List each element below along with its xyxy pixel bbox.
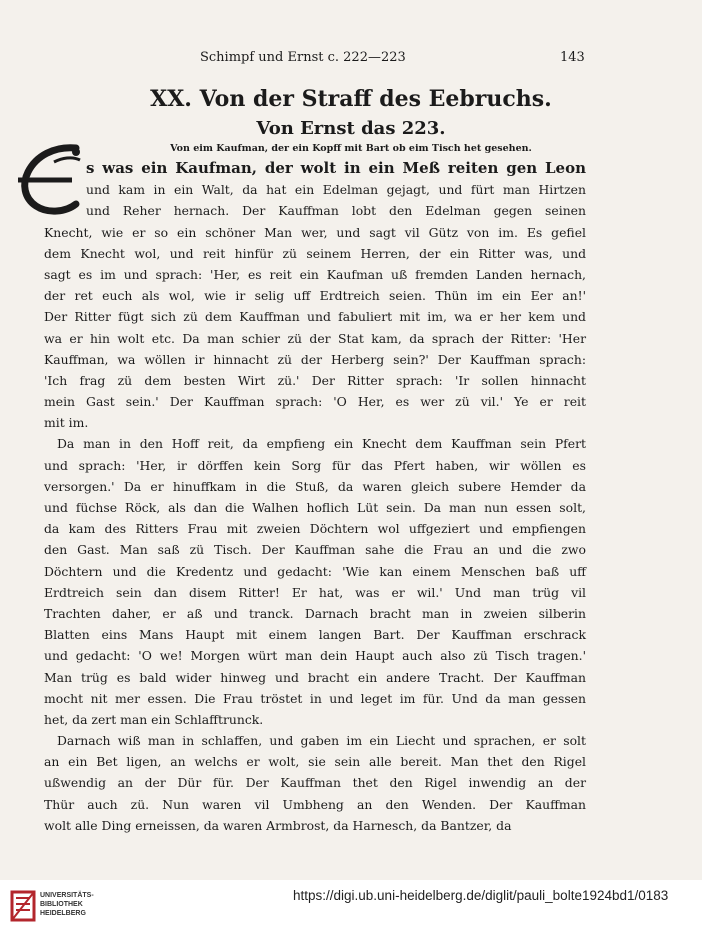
text-line: den Gast. Man saß zü Tisch. Der Kauffman sahe die Frau an und die zwo	[44, 542, 586, 558]
footer-bar	[0, 880, 702, 932]
text-line: wolt alle Ding erneissen, da waren Armbrost, da Harnesch, da Bantzer, da	[44, 817, 512, 833]
text-line: mit im.	[44, 415, 89, 431]
text-line: het, da zert man ein Schlafftrunck.	[44, 711, 264, 727]
chapter-subtitle: Von Ernst das 223.	[256, 118, 446, 139]
text-line: Darnach wiß man in schlaffen, und gaben im ein Liecht und sprachen, er solt	[57, 733, 586, 749]
text-line: Erdtreich sein dan disem Ritter! Er hat, was er wil.' Und man trüg vil	[44, 584, 586, 600]
text-line: Knecht, wie er so ein schöner Man wer, und sagt vil Gütz von im. Es gefiel	[44, 224, 586, 240]
text-line: wa er hin wolt etc. Da man schier zü der Stat kam, da sprach der Ritter: 'Her	[44, 330, 586, 346]
source-url-link[interactable]: https://digi.ub.uni-heidelberg.de/diglit/pauli_bolte1924bd1/0183	[293, 888, 669, 903]
body-text	[44, 158, 586, 836]
text-line: mein Gast sein.' Der Kauffman sprach: 'O Her, es wer zü vil.' Ye er reit	[44, 394, 586, 410]
text-line: ußwendig an der Dür für. Der Kauffman thet den Rigel inwendig an der	[44, 775, 586, 791]
text-line: an ein Bet ligen, an welchs er wolt, sie sein alle bereit. Man thet den Rigel	[44, 754, 586, 770]
text-line: und gedacht: 'O we! Morgen würt man dein Haupt auch also zü Tisch tragen.'	[44, 648, 586, 664]
text-line: der ret euch als wol, wie ir selig uff Erdtreich seien. Thün im ein Eer an!'	[44, 288, 586, 304]
text-line: Da man in den Hoff reit, da empfieng ein Knecht dem Kauffman sein Pfert	[57, 436, 586, 452]
text-line: und kam in ein Walt, da hat ein Edelman gejagt, und fürt man Hirtzen	[86, 182, 586, 198]
text-line: 'Ich frag zü dem besten Wirt zü.' Der Ritter sprach: 'Ir sollen hinnacht	[44, 372, 586, 388]
text-line: da kam des Ritters Frau mit zweien Döchtern wol uffgeziert und empfiengen	[44, 521, 586, 537]
text-line: Blatten eins Mans Haupt mit einem langen Bart. Der Kauffman erschrack	[44, 627, 586, 643]
text-line: Man trüg es bald wider hinweg und bracht ein andere Tracht. Der Kauffman	[44, 669, 586, 685]
text-line: und sprach: 'Her, ir dörffen kein Sorg für das Pfert haben, wir wöllen es	[44, 457, 586, 473]
text-line: Trachten daher, er aß und tranck. Darnach bracht man in zweien silberin	[44, 605, 586, 621]
text-line: Döchtern und die Kredentz und gedacht: 'Wie kan einem Menschen baß uff	[44, 563, 586, 579]
text-line: Thür auch zü. Nun waren vil Umbheng an den Wenden. Der Kauffman	[44, 796, 586, 812]
text-line: und Reher hernach. Der Kauffman lobt den Edelman gegen seinen	[86, 203, 586, 219]
text-line: Der Ritter fügt sich zü dem Kauffman und fabuliert mit im, wa er her kem und	[44, 309, 586, 325]
text-line: mocht nit mer essen. Die Frau tröstet in und leget im für. Und da man gessen	[44, 690, 586, 706]
chapter-summary: Von eim Kaufman, der ein Kopff mit Bart ob eim Tisch het gesehen.	[170, 143, 532, 154]
page-number: 143	[560, 50, 585, 65]
text-line: sagt es im und sprach: 'Her, es reit ein Kaufman uß fremden Landen hernach,	[44, 266, 586, 282]
text-line: s was ein Kaufman, der wolt in ein Meß reiten gen Leon	[86, 159, 586, 177]
running-head-title: Schimpf und Ernst c. 222—223	[200, 50, 406, 65]
text-line: dem Knecht wol, und reit hinfür zü seinem Herren, der ein Ritter was, und	[44, 245, 586, 261]
library-name	[40, 891, 94, 918]
chapter-title: XX. Von der Straff des Eebruchs.	[150, 86, 552, 112]
text-line: und füchse Röck, als dan die Walhen hoflich Lüt sein. Da man nun essen solt,	[44, 500, 586, 515]
text-line: Kauffman, wa wöllen ir hinnacht zü der Herberg sein?' Der Kauffman sprach:	[44, 351, 586, 367]
text-line: versorgen.' Da er hinuffkam in die Stuß, da waren gleich subere Hemder da	[44, 478, 586, 494]
library-name-text: UNIVERSITÄTS- BIBLIOTHEK HEIDELBERG	[40, 892, 94, 917]
